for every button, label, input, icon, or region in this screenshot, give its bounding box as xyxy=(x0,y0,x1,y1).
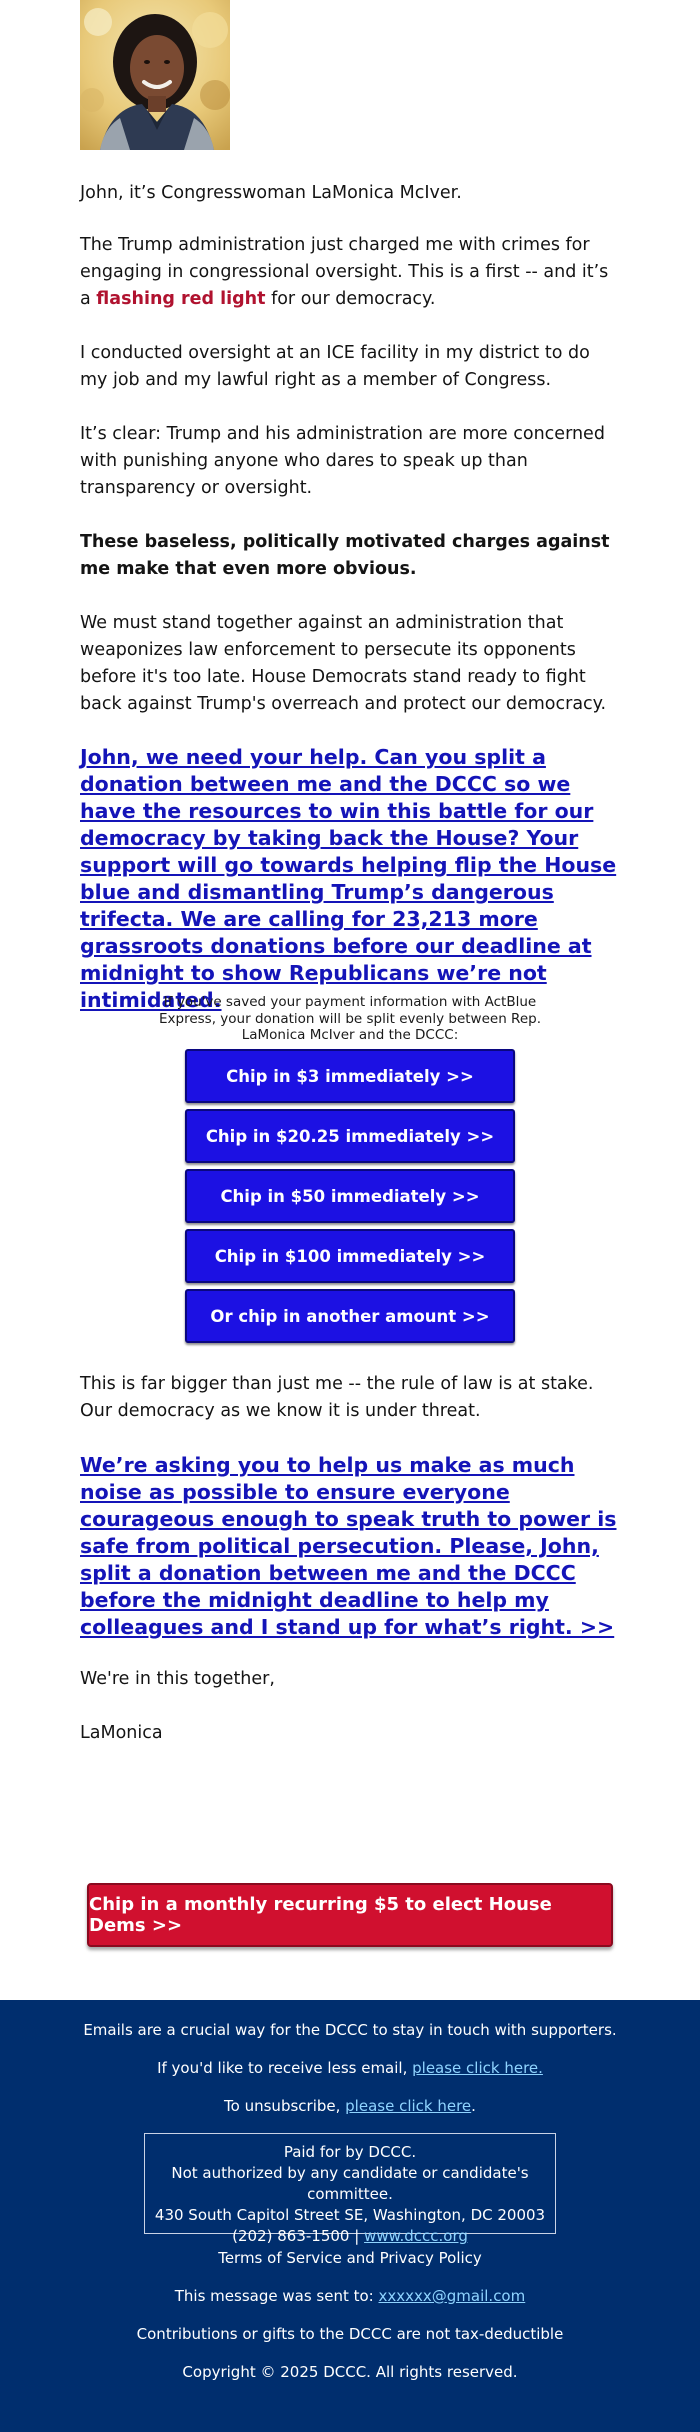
rule-of-law-line-2: Our democracy as we know it is under threat. xyxy=(80,1401,481,1421)
less-email-link[interactable]: please click here. xyxy=(412,2059,543,2077)
dccc-site-link[interactable]: www.dccc.org xyxy=(364,2227,468,2245)
phone-site-line xyxy=(145,2226,555,2247)
phone-text: (202) 863-1500 | xyxy=(232,2227,365,2245)
paragraph-charges-text: The Trump administration just charged me with crimes for engaging in congressional oversight. This is a first -- and it’s a xyxy=(80,235,609,309)
footer-email-importance: Emails are a crucial way for the DCCC to stay in touch with supporters. xyxy=(83,2021,617,2039)
unsubscribe-end: . xyxy=(471,2097,476,2115)
monthly-recurring-button[interactable]: Chip in a monthly recurring $5 to elect House Dems >> xyxy=(87,1883,613,1947)
address-text: 430 South Capitol Street SE, Washington, DC 20003 xyxy=(154,2206,546,2224)
donation-ask-link-1[interactable]: John, we need your help. Can you split a donation between me and the DCCC so we have the resources to win this battle for our democracy by taking back the House? Your support will go towards helping flip the House blue and dismantling Trump’s dangerous trifecta. We are calling for 23,213 more grassroots donations before our deadline at midnight to show Republicans we’re not intimidated. xyxy=(80,745,617,1012)
signature: LaMonica xyxy=(80,1723,163,1743)
unsubscribe-link[interactable]: please click here xyxy=(345,2097,472,2115)
chip-in-3-button[interactable]: Chip in $3 immediately >> xyxy=(185,1049,515,1103)
less-email-text: If you'd like to receive less email, xyxy=(157,2059,413,2077)
rule-of-law-line-1: This is far bigger than just me -- the rule of law is at stake. xyxy=(80,1374,594,1394)
portrait-image xyxy=(80,0,230,150)
tax-deductible-note: Contributions or gifts to the DCCC are not tax-deductible xyxy=(136,2325,564,2343)
chip-in-20-25-button[interactable]: Chip in $20.25 immediately >> xyxy=(185,1109,515,1163)
paragraph-stand-together: We must stand together against an administration that weaponizes law enforcement to persecute its opponents before it's too late. House Democrats stand ready to fight back against Trump's overreach and protect our democracy. xyxy=(80,613,607,714)
footer-sent-to xyxy=(0,2286,700,2306)
paragraph-oversight: I conducted oversight at an ICE facility in my district to do my job and my lawful right as a member of Congress. xyxy=(80,343,590,390)
recipient-email-link[interactable]: xxxxxx@gmail.com xyxy=(378,2287,526,2305)
footer xyxy=(0,2000,700,2432)
header-photo xyxy=(80,0,230,150)
terms-privacy-link[interactable]: Terms of Service and Privacy Policy xyxy=(218,2249,482,2267)
paragraph-baseless-charges xyxy=(80,529,620,583)
unsubscribe-text: To unsubscribe, xyxy=(224,2097,346,2115)
actblue-express-note: If you've saved your payment information with ActBlue Express, your donation will be split evenly between Rep. LaMonica McIver and the DCCC: xyxy=(159,994,541,1043)
chip-in-100-button[interactable]: Chip in $100 immediately >> xyxy=(185,1229,515,1283)
paragraph-punishing: It’s clear: Trump and his administration are more concerned with punishing anyone who dares to speak up than transparency or oversight. xyxy=(80,424,605,498)
footer-unsubscribe xyxy=(0,2096,700,2116)
chip-in-50-button[interactable]: Chip in $50 immediately >> xyxy=(185,1169,515,1223)
paid-for-box xyxy=(144,2133,556,2245)
paragraph-rule-of-law xyxy=(80,1371,620,1425)
paragraph-charges xyxy=(80,232,620,313)
footer-less-email xyxy=(0,2058,700,2078)
baseless-charges-bold: These baseless, politically motivated charges against me make that even more obvious. xyxy=(80,532,610,579)
paid-for-text: Paid for by DCCC. xyxy=(283,2143,417,2161)
donation-ask-link-2[interactable]: We’re asking you to help us make as much noise as possible to ensure everyone courageous enough to speak truth to power is safe from political persecution. Please, John, split a donation between me and the DCCC before the midnight deadline to help my colleagues and I stand up for what’s right. >> xyxy=(80,1453,617,1639)
chip-in-other-amount-button[interactable]: Or chip in another amount >> xyxy=(185,1289,515,1343)
sent-to-text: This message was sent to: xyxy=(174,2287,379,2305)
paragraph-charges-end: for our democracy. xyxy=(265,289,436,309)
greeting: John, it’s Congresswoman LaMonica McIver. xyxy=(80,183,462,203)
not-authorized-text: Not authorized by any candidate or candidate's committee. xyxy=(171,2164,529,2203)
closing-line: We're in this together, xyxy=(80,1669,275,1689)
flashing-red-light-text: flashing red light xyxy=(96,289,266,309)
copyright: Copyright © 2025 DCCC. All rights reserved. xyxy=(182,2363,518,2381)
